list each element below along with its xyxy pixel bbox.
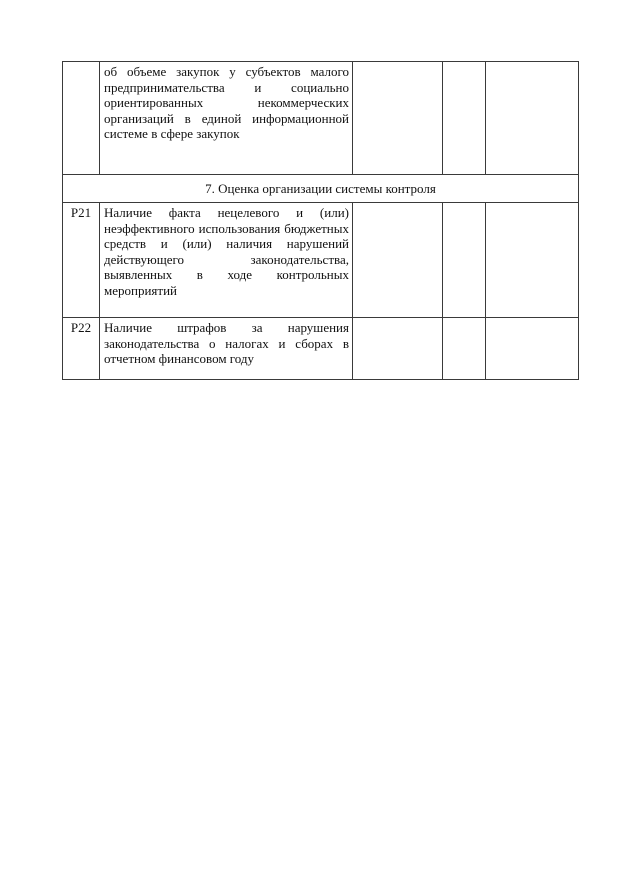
empty-cell bbox=[443, 62, 486, 175]
empty-cell bbox=[443, 318, 486, 380]
table-row-continuation bbox=[63, 62, 579, 175]
row-text: об объеме закупок у субъектов малого предпринимательства и социально ориентированных некоммерческих организаций в единой информационной системе в сфере закупок bbox=[104, 64, 349, 142]
section-header: 7. Оценка организации системы контроля bbox=[63, 175, 579, 203]
empty-cell bbox=[486, 318, 579, 380]
row-text: Наличие факта нецелевого и (или) неэффективного использования бюджетных средств и (или) наличия нарушений действующего законодательства, выявленных в ходе контрольных мероприятий bbox=[104, 205, 349, 298]
row-text: Наличие штрафов за нарушения законодательства о налогах и сборах в отчетном финансовом году bbox=[104, 320, 349, 367]
empty-cell bbox=[353, 62, 443, 175]
row-text-cell bbox=[100, 62, 353, 175]
row-text-cell bbox=[100, 203, 353, 318]
row-code-cell: Р22 bbox=[63, 318, 100, 380]
empty-cell bbox=[353, 203, 443, 318]
row-code-cell bbox=[63, 62, 100, 175]
empty-cell bbox=[353, 318, 443, 380]
empty-cell bbox=[486, 203, 579, 318]
empty-cell bbox=[486, 62, 579, 175]
table-row-p22 bbox=[63, 318, 579, 380]
row-text-cell bbox=[100, 318, 353, 380]
section-header-row bbox=[63, 175, 579, 203]
criteria-table bbox=[62, 61, 579, 380]
table-row-p21 bbox=[63, 203, 579, 318]
empty-cell bbox=[443, 203, 486, 318]
row-code-cell: Р21 bbox=[63, 203, 100, 318]
